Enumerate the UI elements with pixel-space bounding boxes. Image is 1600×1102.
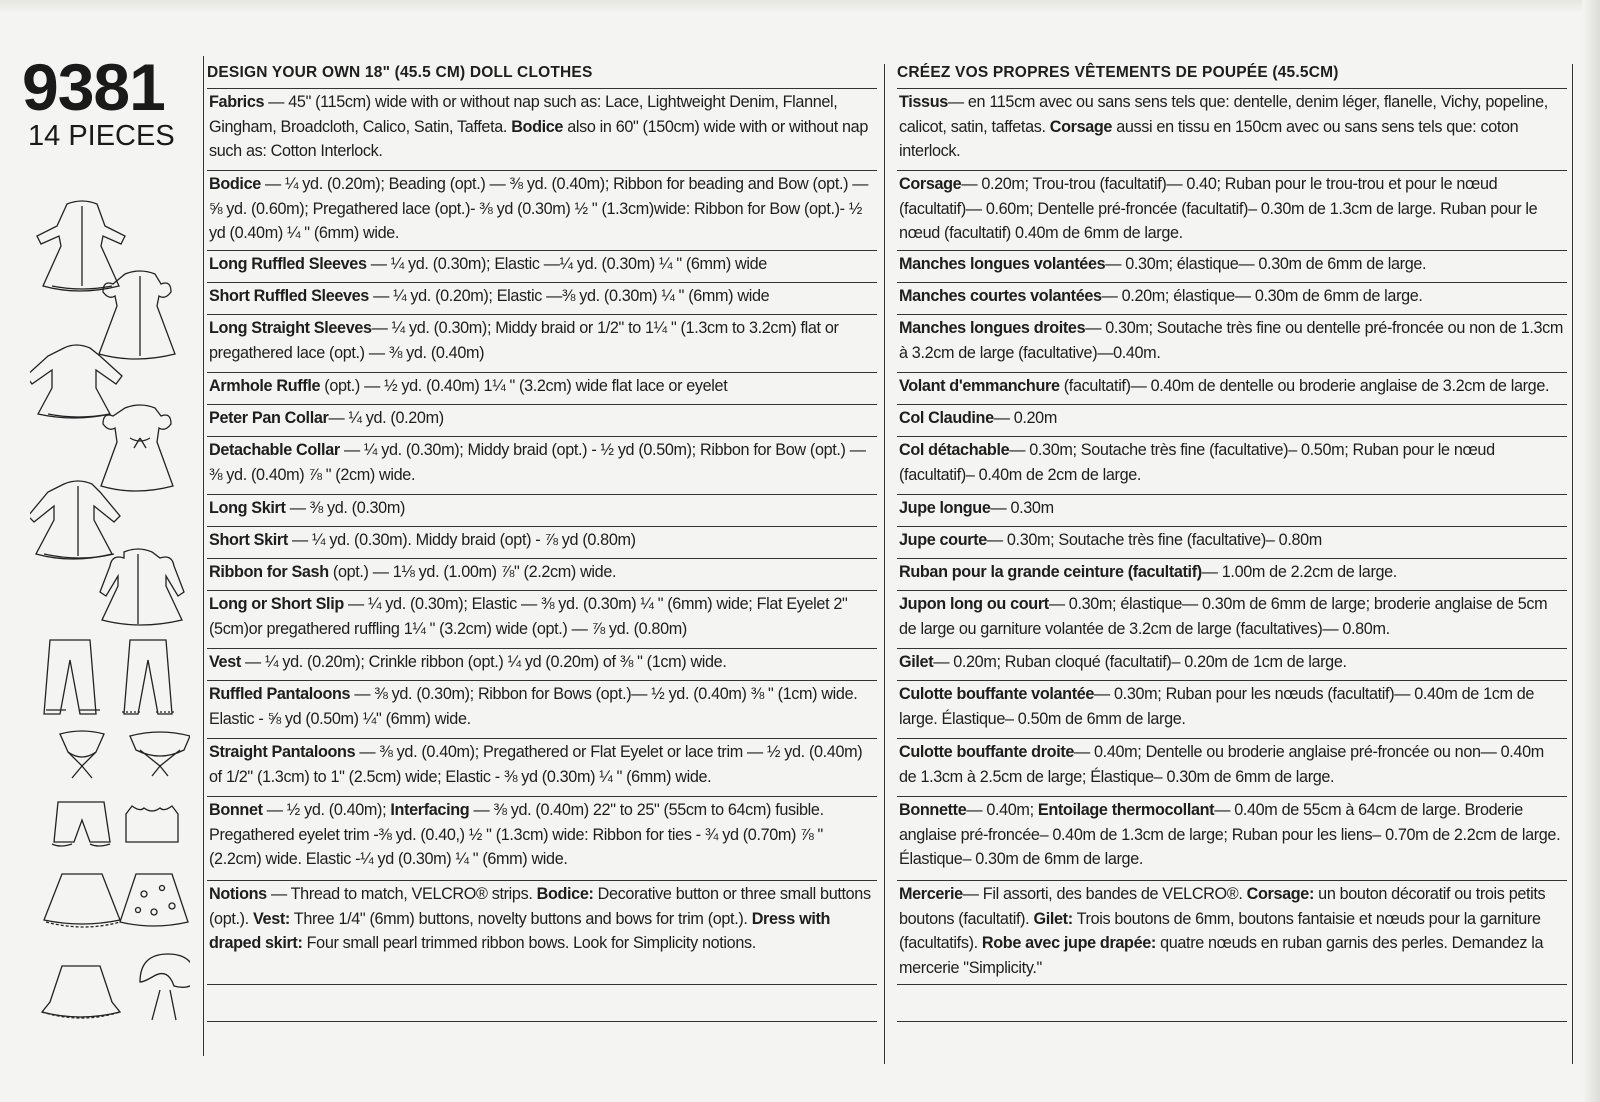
dress-long-sleeve-front-thumb <box>37 201 125 291</box>
row-text: (opt.) — 1⅛ yd. (1.00m) ⅞" (2.2cm) wide. <box>328 563 617 581</box>
row-text: — ⅜ yd. (0.40m) 22" to 25" (55cm to 64cm) fusible. Pregathered eyelet trim -⅜ yd. (0.40,) ½ " (1.3cm) wide: Ribbon for ties - ¾ yd (0.70m) ⅞ " (2.2cm) wide. Elastic -¼ yd (0.30m) ¼ " (6mm) wide. <box>209 801 824 868</box>
row-text: — 0.40m; <box>966 801 1038 819</box>
row-label: Bonnette <box>899 801 967 819</box>
dress-long-sleeve-back-thumb <box>30 481 120 559</box>
english-row <box>207 559 877 591</box>
pattern-number: 9381 <box>22 50 165 124</box>
english-row <box>207 739 877 797</box>
row-label: Short Ruffled Sleeves <box>209 287 369 305</box>
french-row <box>897 251 1567 283</box>
row-text: aussi en tissu en 150cm avec ou sans sens tels que: coton interlock. <box>899 117 1519 160</box>
row-label: Culotte bouffante droite <box>899 743 1075 761</box>
french-row <box>897 283 1567 315</box>
french-row <box>897 89 1567 171</box>
collar-sailor-thumb <box>130 732 190 776</box>
row-label: Volant d'emmanchure <box>899 377 1060 395</box>
french-row <box>897 881 1567 985</box>
row-text: Three 1/4" (6mm) buttons, novelty buttons and bows for trim (opt.). <box>289 909 752 928</box>
slip-ruffled-thumb <box>42 966 120 1018</box>
row-label: Straight Pantaloons <box>209 743 356 761</box>
row-label: Manches longues volantées <box>899 255 1106 273</box>
row-text: — 0.20m; élastique— 0.30m de 6mm de large. <box>1101 287 1423 305</box>
row-label: Ribbon for Sash <box>209 563 329 581</box>
french-row <box>897 527 1567 559</box>
row-text: — ⅜ yd. (0.30m); Ribbon for Bows (opt.)— ½ yd. (0.40m) ⅜ " (1cm) wide. Elastic - ⅝ yd (0.50m) ¼" (6mm) wide. <box>209 685 858 728</box>
row-text: (facultatif)— 0.40m de dentelle ou broderie anglaise de 3.2cm de large. <box>1059 377 1550 395</box>
row-label: Ruffled Pantaloons <box>209 685 351 703</box>
row-text: — ¼ yd. (0.30m). Middy braid (opt) - ⅞ yd (0.80m) <box>287 531 636 549</box>
row-label: Dress with draped skirt: <box>209 909 831 952</box>
row-label: Peter Pan Collar <box>209 409 329 427</box>
scan-shadow-top <box>0 0 1600 14</box>
row-text: — 0.30m; Soutache très fine ou dentelle pré-froncée ou non de 1.3cm à 3.2cm de large (facultative)—0.40m. <box>899 319 1564 362</box>
french-row <box>897 315 1567 373</box>
row-text: quatre nœuds en ruban garnis des perles. Demandez la mercerie "Simplicity." <box>899 934 1544 977</box>
row-label: Mercerie <box>899 885 963 903</box>
row-label: Bodice <box>511 117 564 136</box>
english-row <box>207 315 877 373</box>
pantaloons-straight-thumb <box>44 640 100 714</box>
english-row <box>207 373 877 405</box>
row-text: — ¼ yd. (0.30m); Elastic —¼ yd. (0.30m) ¼ " (6mm) wide <box>366 255 767 273</box>
french-row <box>897 591 1567 649</box>
row-label: Bodice <box>209 175 261 193</box>
row-text: — ¼ yd. (0.20m) <box>328 409 444 427</box>
english-row <box>207 283 877 315</box>
row-text: — ¼ yd. (0.30m); Elastic — ⅜ yd. (0.30m) ¼ " (6mm) wide; Flat Eyelet 2" (5cm)or pregathered ruffling 1¼ " (3.2cm) wide (opt.) — ⅞ yd. (0.80m) <box>209 595 848 638</box>
french-row <box>897 797 1567 881</box>
french-row <box>897 437 1567 495</box>
french-row <box>897 559 1567 591</box>
row-text: — ⅜ yd. (0.30m) <box>285 499 405 517</box>
row-label: Long Skirt <box>209 499 286 517</box>
row-text: — 0.30m; élastique— 0.30m de 6mm de large. <box>1105 255 1427 273</box>
row-label: Gilet: <box>1033 909 1073 928</box>
english-title: DESIGN YOUR OWN 18" (45.5 CM) DOLL CLOTHES <box>207 58 877 89</box>
row-label: Jupe courte <box>899 531 987 549</box>
row-label: Long Ruffled Sleeves <box>209 255 367 273</box>
row-text: — 0.20m; Ruban cloqué (facultatif)– 0.20m de 1cm de large. <box>933 653 1347 671</box>
vest-thumb <box>126 806 178 842</box>
row-text: un bouton décoratif ou trois petits boutons (facultatif). <box>899 885 1546 928</box>
row-text: — Fil assorti, des bandes de VELCRO®. <box>962 885 1247 903</box>
row-text: Decorative button or three small buttons (opt.). <box>209 885 871 928</box>
row-text: — 0.20m; Trou-trou (facultatif)— 0.40; Ruban pour le trou-trou et pour le nœud (facultatif)— 0.60m; Dentelle pré-froncée (facultatif)– 0.30m de 1.3cm de large. Ruban pour le nœud (facultatif) 0.40m de 6mm de large. <box>899 175 1538 242</box>
row-text: — 0.30m <box>990 499 1054 517</box>
english-row <box>207 649 877 681</box>
row-text: also in 60" (150cm) wide with or without nap such as: Cotton Interlock. <box>209 117 868 160</box>
row-text: — ¼ yd. (0.20m); Crinkle ribbon (opt.) ¼ yd (0.20m) of ⅜ " (1cm) wide. <box>240 653 727 671</box>
english-blank-row <box>207 985 877 1022</box>
row-text: — ⅜ yd. (0.40m); Pregathered or Flat Eyelet or lace trim — ½ yd. (0.40m) of 1/2" (1.3cm) to 1" (2.5cm) wide; Elastic - ⅜ yd (0.30m) ¼ " (6mm) wide. <box>209 743 863 786</box>
english-row <box>207 527 877 559</box>
row-label: Gilet <box>899 653 934 671</box>
rule-right <box>1572 64 1573 1064</box>
english-row <box>207 591 877 649</box>
garment-thumbnails <box>30 190 190 1040</box>
scan-shadow-edge <box>1582 0 1600 1102</box>
row-text: (opt.) — ½ yd. (0.40m) 1¼ " (3.2cm) wide flat lace or eyelet <box>320 377 728 395</box>
row-label: Bonnet <box>209 801 263 819</box>
english-row <box>207 495 877 527</box>
french-row <box>897 171 1567 251</box>
row-label: Detachable Collar <box>209 441 340 459</box>
row-text: Trois boutons de 6mm, boutons fantaisie et nœuds pour la garniture (facultatifs). <box>899 909 1541 952</box>
skirt-eyelet-thumb <box>44 874 120 927</box>
english-row <box>207 405 877 437</box>
french-row <box>897 649 1567 681</box>
row-label: Jupon long ou court <box>899 595 1049 613</box>
row-label: Notions <box>209 885 267 903</box>
row-label: Bodice: <box>536 885 594 903</box>
dress-puff-sleeve-back-thumb <box>99 271 175 359</box>
row-label: Vest: <box>252 909 290 928</box>
french-row <box>897 373 1567 405</box>
row-label: Vest <box>209 653 241 671</box>
row-text: — ¼ yd. (0.30m); Middy braid or 1/2" to 1¼ " (1.3cm to 3.2cm) flat or pregathered lace (opt.) — ⅜ yd. (0.40m) <box>209 319 839 362</box>
french-blank-row <box>897 985 1567 1022</box>
french-row <box>897 739 1567 797</box>
bonnet-thumb <box>140 954 190 1020</box>
row-text: — 0.30m; Soutache très fine (facultative)– 0.50m; Ruban pour le nœud (facultatif)– 0.40m de 2cm de large. <box>899 441 1495 484</box>
skirt-floral-thumb <box>120 874 188 926</box>
row-label: Col Claudine <box>899 409 994 427</box>
english-row <box>207 681 877 739</box>
pieces-count: 14 PIECES <box>28 120 175 152</box>
row-text: Four small pearl trimmed ribbon bows. Look for Simplicity notions. <box>302 934 756 952</box>
row-label: Corsage <box>899 175 962 193</box>
row-label: Long Straight Sleeves <box>209 319 372 337</box>
french-title: CRÉEZ VOS PROPRES VÊTEMENTS DE POUPÉE (45.5CM) <box>897 58 1567 89</box>
row-text: — 0.30m; Ruban pour les nœuds (facultatif)— 0.40m de 1cm de large. Élastique– 0.50m de 6mm de large. <box>899 685 1535 728</box>
row-label: Jupe longue <box>899 499 991 517</box>
row-text: — 1.00m de 2.2cm de large. <box>1201 563 1397 581</box>
row-label: Interfacing <box>390 801 470 819</box>
row-text: — 0.40m; Dentelle ou broderie anglaise pré-froncée ou non— 0.40m de 1.3cm à 2.5cm de large; Élastique– 0.30m de 6mm de large. <box>899 743 1544 786</box>
rule-left <box>203 56 204 1056</box>
row-text: — 0.40m de 55cm à 64cm de large. Broderie anglaise pré-froncée– 0.40m de 1.3cm de large; Ruban pour les liens– 0.70m de 2.2cm de large. Élastique– 0.30m de 6mm de large. <box>899 801 1561 868</box>
row-label: Entoilage thermocollant <box>1037 801 1215 819</box>
row-text: — 0.30m; élastique— 0.30m de 6mm de large; broderie anglaise de 5cm de large ou garniture volantée de 3.2cm de large (facultatives)— 0.80m. <box>899 595 1548 638</box>
english-row <box>207 437 877 495</box>
row-label: Ruban pour la grande ceinture (facultatif) <box>899 563 1202 581</box>
english-row <box>207 171 877 251</box>
row-label: Manches courtes volantées <box>899 287 1102 305</box>
rule-middle <box>884 64 885 1064</box>
row-text: — ¼ yd. (0.30m); Middy braid (opt.) - ½ yd (0.50m); Ribbon for Bow (opt.) — ⅜ yd. (0.40m) ⅞ " (2cm) wide. <box>209 441 866 484</box>
english-row <box>207 797 877 881</box>
row-text: — ½ yd. (0.40m); <box>262 801 391 819</box>
row-text: — 0.20m <box>993 409 1057 427</box>
row-label: Manches longues droites <box>899 319 1086 337</box>
row-label: Culotte bouffante volantée <box>899 685 1095 703</box>
english-column <box>207 58 877 1022</box>
collar-tie-thumb <box>60 731 104 778</box>
english-row <box>207 881 877 985</box>
row-text: — 45" (115cm) wide with or without nap such as: Lace, Lightweight Denim, Flannel, Gingham, Broadcloth, Calico, Satin, Taffeta. <box>209 93 838 136</box>
row-label: Armhole Ruffle <box>209 377 321 395</box>
row-label: Col détachable <box>899 441 1010 459</box>
row-label: Corsage: <box>1246 885 1315 903</box>
row-label: Corsage <box>1049 117 1113 136</box>
pantaloons-ruffled-thumb <box>52 802 110 846</box>
english-row <box>207 89 877 171</box>
french-column <box>897 58 1567 1022</box>
french-row <box>897 495 1567 527</box>
french-row <box>897 405 1567 437</box>
row-text: — Thread to match, VELCRO® strips. <box>266 885 537 903</box>
row-text: — ¼ yd. (0.20m); Beading (opt.) — ⅜ yd. (0.40m); Ribbon for beading and Bow (opt.) — ⅝ yd. (0.60m); Pregathered lace (opt.)- ⅜ yd (0.30m) ½ " (1.3cm)wide: Ribbon for Bow (opt.)- ½ yd (0.40m) ¼ " (6mm) wide. <box>209 175 869 242</box>
row-label: Fabrics <box>209 93 265 111</box>
french-row <box>897 681 1567 739</box>
dress-bow-back-thumb <box>101 405 173 491</box>
row-text: — 0.30m; Soutache très fine (facultative)– 0.80m <box>986 531 1322 549</box>
english-row <box>207 251 877 283</box>
dress-puff-sleeve-back-2-thumb <box>100 549 184 625</box>
pantaloons-long-thumb <box>122 640 174 714</box>
row-text: — en 115cm avec ou sans sens tels que: dentelle, denim léger, flanelle, Vichy, popeline, calicot, satin, taffetas. <box>899 93 1548 136</box>
row-label: Robe avec jupe drapée: <box>981 934 1156 952</box>
row-text: — ¼ yd. (0.20m); Elastic —⅜ yd. (0.30m) ¼ " (6mm) wide <box>368 287 770 305</box>
row-label: Long or Short Slip <box>209 595 344 613</box>
row-label: Tissus <box>899 93 948 111</box>
row-label: Short Skirt <box>209 531 288 549</box>
